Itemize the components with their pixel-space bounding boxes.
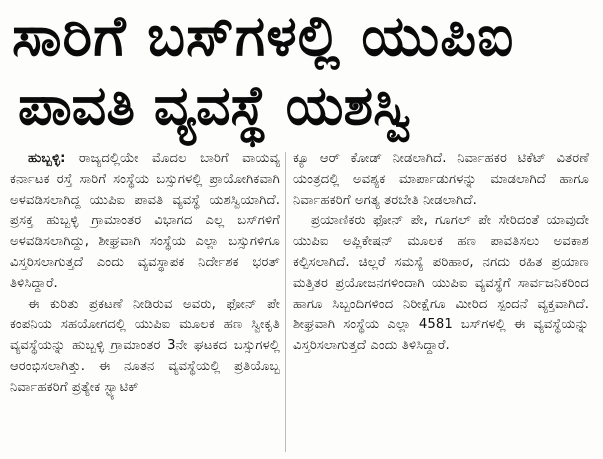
article-paragraph: ಪ್ರಯಾಣಿಕರು ಫೋನ್ ಪೇ, ಗೂಗಲ್ ಪೇ ಸೇರಿದಂತೆ ಯಾವುದೇ ಯುಪಿಐ ಅಪ್ಲಿಕೇಷನ್ ಮೂಲಕ ಹಣ ಪಾವತಿಸಲು ಅವಕಾಶ ಕಲ್ಪಿಸಲಾಗಿದೆ. ಚಿಲ್ಲರೆ ಸಮಸ್ಯೆ ಪರಿಹಾರ, ನಗದು ರಹಿತ ಪ್ರಯಾಣ ಮತ್ತಿತರ ಪ್ರಯೋಜನಗಳಿಂದಾಗಿ ಯುಪಿಐ ವ್ಯವಸ್ಥೆಗೆ ಸಾರ್ವಜನಿಕರಿಂದ ಹಾಗೂ ಸಿಬ್ಬಂದಿಗಳಿಂದ ನಿರೀಕ್ಷೆಗೂ ಮೀರಿದ ಸ್ಪಂದನೆ ವ್ಯಕ್ತವಾಗಿದೆ. ಶೀಘ್ರವಾಗಿ ಸಂಸ್ಥೆಯ ಎಲ್ಲಾ 4581 ಬಸ್‌ಗಳಲ್ಲಿ ಈ ವ್ಯವಸ್ಥೆಯನ್ನು ವಿಸ್ತರಿಸಲಾಗುತ್ತದೆ ಎಂದು ತಿಳಿಸಿದ್ದಾರೆ. — [293, 213, 589, 354]
headline-line-1: ಸಾರಿಗೆ ಬಸ್‌ಗಳಲ್ಲಿ ಯುಪಿಐ — [12, 4, 515, 69]
article-paragraph — [10, 149, 280, 295]
article-paragraph: ಈ ಕುರಿತು ಪ್ರಕಟಣೆ ನೀಡಿರುವ ಅವರು, ಫೋನ್ ಪೇ ಕಂಪನಿಯ ಸಹಯೋಗದಲ್ಲಿ ಯುಪಿಐ ಮೂಲಕ ಹಣ ಸ್ವೀಕೃತಿ ವ್ಯವಸ್ಥೆಯನ್ನು ಹುಬ್ಬಳ್ಳಿ ಗ್ರಾಮಾಂತರ 3ನೇ ಘಟಕದ ಬಸ್ಸುಗಳಲ್ಲಿ ಆರಂಭಿಸಲಾಗಿತ್ತು. ಈ ನೂತನ ವ್ಯವಸ್ಥೆಯಲ್ಲಿ ಪ್ರತಿಯೊಬ್ಬ ನಿರ್ವಾಹಕರಿಗೆ ಪ್ರತ್ಯೇಕ ಸ್ಟ್ಯಾಟಿಕ್ — [10, 296, 280, 395]
column-divider — [285, 152, 286, 452]
article-column-left — [10, 149, 280, 399]
dateline: ಹುಬ್ಬಳ್ಳಿ: — [28, 151, 66, 166]
article-paragraph: ಕ್ಯೂ ಆರ್ ಕೋಡ್ ನೀಡಲಾಗಿದೆ. ನಿರ್ವಾಹಕರ ಟಿಕೆಟ್ ವಿತರಣೆ ಯಂತ್ರದಲ್ಲಿ ಅವಶ್ಯಕ ಮಾರ್ಪಾಡುಗಳನ್ನು ಮಾಡಲಾಗಿದೆ ಹಾಗೂ ನಿರ್ವಾಹಕರಿಗೆ ಅಗತ್ಯ ತರಬೇತಿ ನೀಡಲಾಗಿದೆ. — [293, 151, 589, 208]
article-column-right — [293, 149, 589, 357]
headline-line-2: ಪಾವತಿ ವ್ಯವಸ್ಥೆ ಯಶಸ್ವಿ — [18, 74, 412, 137]
paragraph-text: ರಾಜ್ಯದಲ್ಲಿಯೇ ಮೊದಲ ಬಾರಿಗೆ ವಾಯವ್ಯ ಕರ್ನಾಟಕ ರಸ್ತೆ ಸಾರಿಗೆ ಸಂಸ್ಥೆಯ ಬಸ್ಸುಗಳಲ್ಲಿ ಪ್ರಾಯೋಗಿಕವಾಗಿ ಅಳವಡಿಸಲಾಗಿದ್ದ ಯುಪಿಐ ಪಾವತಿ ವ್ಯವಸ್ಥೆ ಯಶಸ್ವಿಯಾಗಿದೆ. ಪ್ರಸಕ್ತ ಹುಬ್ಬಳ್ಳಿ ಗ್ರಾಮಾಂತರ ವಿಭಾಗದ ಎಲ್ಲ ಬಸ್‌ಗಳಿಗೆ ಅಳವಡಿಸಲಾಗಿದ್ದು, ಶೀಘ್ರವಾಗಿ ಸಂಸ್ಥೆಯ ಎಲ್ಲಾ ಬಸ್ಸುಗಳಿಗೂ ವಿಸ್ತರಿಸಲಾಗುತ್ತದೆ ಎಂದು ವ್ಯವಸ್ಥಾಪಕ ನಿರ್ದೇಶಕ ಭರತ್ ತಿಳಿಸಿದ್ದಾರೆ. — [10, 151, 280, 291]
